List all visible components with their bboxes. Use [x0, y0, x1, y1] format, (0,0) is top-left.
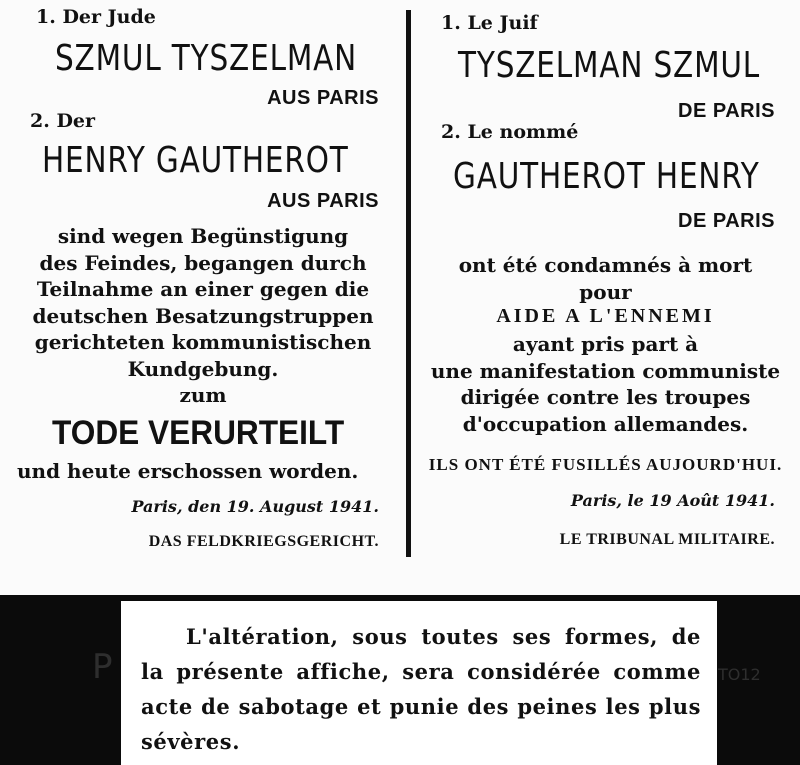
french-item2-name — [453, 156, 760, 197]
french-item2-last-name: HENRY — [655, 156, 760, 197]
french-condemned-text — [411, 252, 800, 305]
german-signature: DAS FELDKRIEGSGERICHT. — [148, 533, 379, 550]
german-executed-line: und heute erschossen worden. — [17, 459, 359, 483]
german-date: Paris, den 19. August 1941. — [131, 497, 379, 516]
german-body-line: zum — [179, 383, 227, 407]
german-item2-first-name: HENRY — [42, 140, 146, 181]
german-item1-last-name: TYSZELMAN — [171, 38, 358, 79]
french-condemned-line: pour — [579, 279, 632, 304]
footer-notice-text: L'altération, sous toutes ses formes, de la présente affiche, sera considérée comme acte de sabotage et punie des peines les plus sévères. — [141, 624, 701, 754]
french-item2-label: 2. Le nommé — [441, 121, 579, 143]
french-body-line: d'occupation allemandes. — [462, 411, 749, 436]
german-body-text — [0, 223, 406, 409]
footer-notice — [121, 601, 717, 765]
german-item2-city: AUS PARIS — [267, 190, 379, 212]
french-body-line: ayant pris part à — [512, 332, 699, 356]
german-body-line: Teilnahme an einer gegen die — [36, 277, 370, 301]
german-body-line: deutschen Besatzungstruppen — [32, 303, 374, 328]
german-body-line: Kundgebung. — [127, 356, 279, 381]
french-item2-first-name: GAUTHEROT — [453, 156, 646, 197]
german-body-line: gerichteten kommunistischen — [34, 330, 372, 354]
french-item1-city: DE PARIS — [678, 100, 775, 122]
french-item1-last-name: SZMUL — [653, 45, 761, 86]
french-date: Paris, le 19 Août 1941. — [570, 491, 775, 510]
french-item1-label: 1. Le Juif — [441, 12, 538, 34]
german-verdict: TODE VERURTEILT — [52, 414, 345, 452]
german-item2-name — [42, 140, 349, 181]
german-body-line: sind wegen Begünstigung — [57, 224, 349, 248]
french-condemned-line: ont été condamnés à mort — [458, 253, 753, 277]
german-body-line: des Feindes, begangen durch — [39, 250, 367, 275]
german-item2-last-name: GAUTHEROT — [155, 140, 349, 181]
french-item1-name — [458, 45, 760, 86]
german-item1-label: 1. Der Jude — [36, 6, 156, 28]
german-item1-first-name: SZMUL — [55, 38, 162, 79]
french-executed-line: ILS ONT ÉTÉ FUSILLÉS AUJOURD'HUI. — [428, 455, 783, 474]
french-body-line: une manifestation communiste — [430, 358, 781, 383]
watermark-right: TO12 — [718, 665, 761, 684]
german-item1-name — [55, 38, 357, 79]
french-signature: LE TRIBUNAL MILITAIRE. — [559, 531, 775, 548]
french-charge: AIDE A L'ENNEMI — [496, 305, 715, 327]
german-item1-city: AUS PARIS — [267, 87, 379, 109]
french-body-line: dirigée contre les troupes — [460, 385, 751, 409]
german-item2-label: 2. Der — [30, 110, 96, 132]
french-item1-first-name: TYSZELMAN — [458, 45, 644, 86]
french-body-text — [411, 331, 800, 437]
watermark-left: P — [92, 647, 113, 687]
french-item2-city: DE PARIS — [678, 210, 775, 232]
